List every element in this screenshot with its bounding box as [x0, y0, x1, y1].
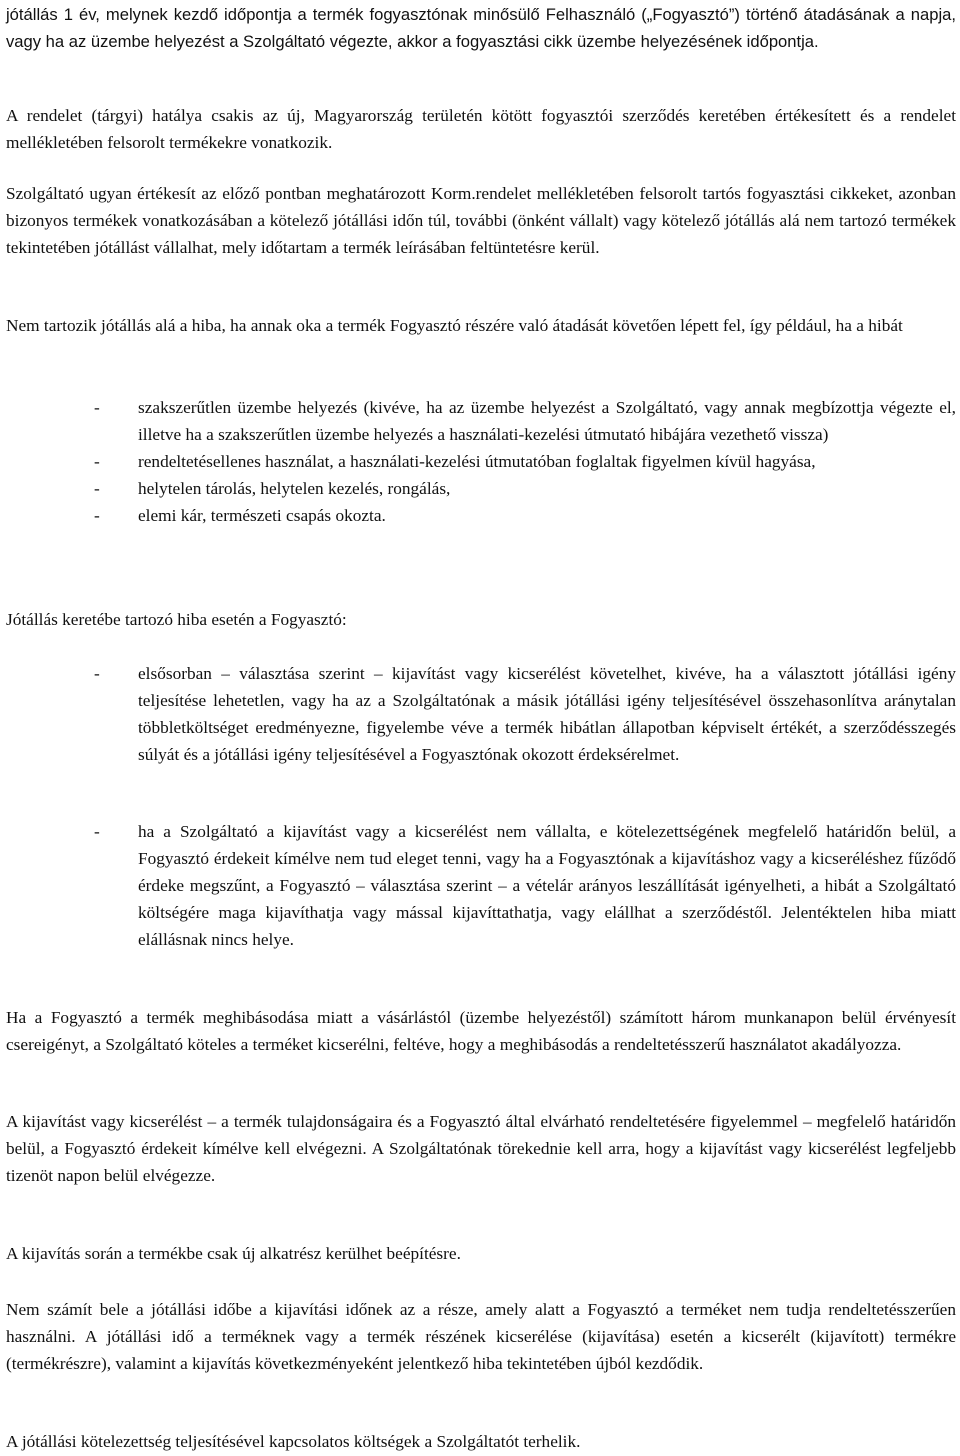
list-dash: -	[94, 452, 100, 471]
list-item-text: rendeltetésellenes használat, a használati-kezelési útmutatóban foglaltak figyelmen kívül hagyása,	[138, 452, 816, 471]
new-parts-paragraph: A kijavítás során a termékbe csak új alkatrész kerülhet beépítésre.	[6, 1244, 461, 1263]
list-dash: -	[94, 822, 100, 841]
rights-list-first	[6, 660, 956, 768]
list-item	[6, 502, 956, 529]
list-item-text: szakszerűtlen üzembe helyezés (kivéve, ha az üzembe helyezést a Szolgáltató, vagy annak megbízottja végezte el, illetve ha a szakszerűtlen üzembe helyezés a használati-kezelési útmutató hibájára vezethető vissza)	[138, 398, 956, 444]
repair-deadline-paragraph: A kijavítást vagy kicserélést – a termék tulajdonságaira és a Fogyasztó által elvárható rendeltetésére figyelemmel – megfelelő határidőn belül, a Fogyasztó érdekeit kímélve kell elvégezni. A Szolgáltatónak törekednie kell arra, hogy a kijavítást vagy kicserélést legfeljebb tizenöt napon belül elvégezze.	[6, 1112, 956, 1185]
list-item	[6, 394, 956, 448]
rights-intro-paragraph: Jótállás keretébe tartozó hiba esetén a Fogyasztó:	[6, 610, 347, 629]
exclusion-intro-paragraph: Nem tartozik jótállás alá a hiba, ha annak oka a termék Fogyasztó részére való átadását követően lépett fel, így például, ha a hibát	[6, 316, 903, 335]
warranty-period-paragraph: jótállás 1 év, melynek kezdő időpontja a termék fogyasztónak minősülő Felhasználó („Fogyasztó”) történő átadásának a napja, vagy ha az üzembe helyezést a Szolgáltató végezte, akkor a fogyasztási cikk üzembe helyezésének időpontja.	[6, 5, 956, 51]
list-item-text: helytelen tárolás, helytelen kezelés, rongálás,	[138, 479, 451, 498]
list-item-text: elemi kár, természeti csapás okozta.	[138, 506, 386, 525]
voluntary-warranty-paragraph: Szolgáltató ugyan értékesít az előző pontban meghatározott Korm.rendelet mellékletében felsorolt tartós fogyasztási cikkeket, azonban bizonyos termékek vonatkozásában a kötelező jótállási időn túl, további (önként vállalt) vagy kötelező jótállás alá nem tartozó termékek tekintetében jótállást vállalhat, mely időtartam a termék leírásában feltüntetésre kerül.	[6, 184, 956, 257]
list-item-text: elsősorban – választása szerint – kijavítást vagy kicserélést követelhet, kivéve, ha a választott jótállási igény teljesítése lehetetlen, vagy ha az a Szolgáltatónak a másik jótállási igény teljesítésével összehasonlítva aránytalan többletköltséget eredményezne, figyelembe véve a termék hibátlan állapotban képviselt értékét, a szerződésszegés súlyát és a jótállási igény teljesítésével a Fogyasztónak okozott érdeksérelmet.	[138, 664, 956, 764]
list-item	[6, 660, 956, 768]
warranty-restart-paragraph: Nem számít bele a jótállási időbe a kijavítási időnek az a része, amely alatt a Fogyasztó a terméket nem tudja rendeltetésszerűen használni. A jótállási idő a terméknek vagy a termék részének kicserélése (kijavítása) esetén a kicserélt (kijavított) termékre (termékrészre), valamint a kijavítás következményeként jelentkező hiba tekintetében újból kezdődik.	[6, 1300, 956, 1373]
replacement-claim-paragraph: Ha a Fogyasztó a termék meghibásodása miatt a vásárlástól (üzembe helyezéstől) számított három munkanapon belül érvényesít csereigényt, a Szolgáltató köteles a terméket kicserélni, feltéve, hogy a meghibásodás a rendeltetésszerű használatot akadályozza.	[6, 1008, 956, 1054]
list-item	[6, 818, 956, 953]
scope-paragraph: A rendelet (tárgyi) hatálya csakis az új, Magyarország területén kötött fogyasztói szerződés keretében értékesített és a rendelet mellékletében felsorolt termékekre vonatkozik.	[6, 106, 956, 152]
list-item	[6, 448, 956, 475]
rights-list-second	[6, 818, 956, 953]
costs-paragraph: A jótállási kötelezettség teljesítésével kapcsolatos költségek a Szolgáltatót terhelik.	[6, 1432, 581, 1451]
list-dash: -	[94, 479, 100, 498]
list-item-text: ha a Szolgáltató a kijavítást vagy a kicserélést nem vállalta, e kötelezettségének megfelelő határidőn belül, a Fogyasztó érdekeit kímélve nem tud eleget tenni, vagy ha a Fogyasztónak a kijavításhoz vagy a kicseréléshez fűződő érdeke megszűnt, a Fogyasztó – választása szerint – a vételár arányos leszállítását igényelheti, a hibát a Szolgáltató költségére maga kijavíthatja vagy mással kijavíttathatja, vagy elállhat a szerződéstől. Jelentéktelen hiba miatt elállásnak nincs helye.	[138, 822, 956, 949]
list-dash: -	[94, 664, 100, 683]
list-dash: -	[94, 506, 100, 525]
exclusion-list	[6, 394, 956, 529]
list-item	[6, 475, 956, 502]
list-dash: -	[94, 398, 100, 417]
